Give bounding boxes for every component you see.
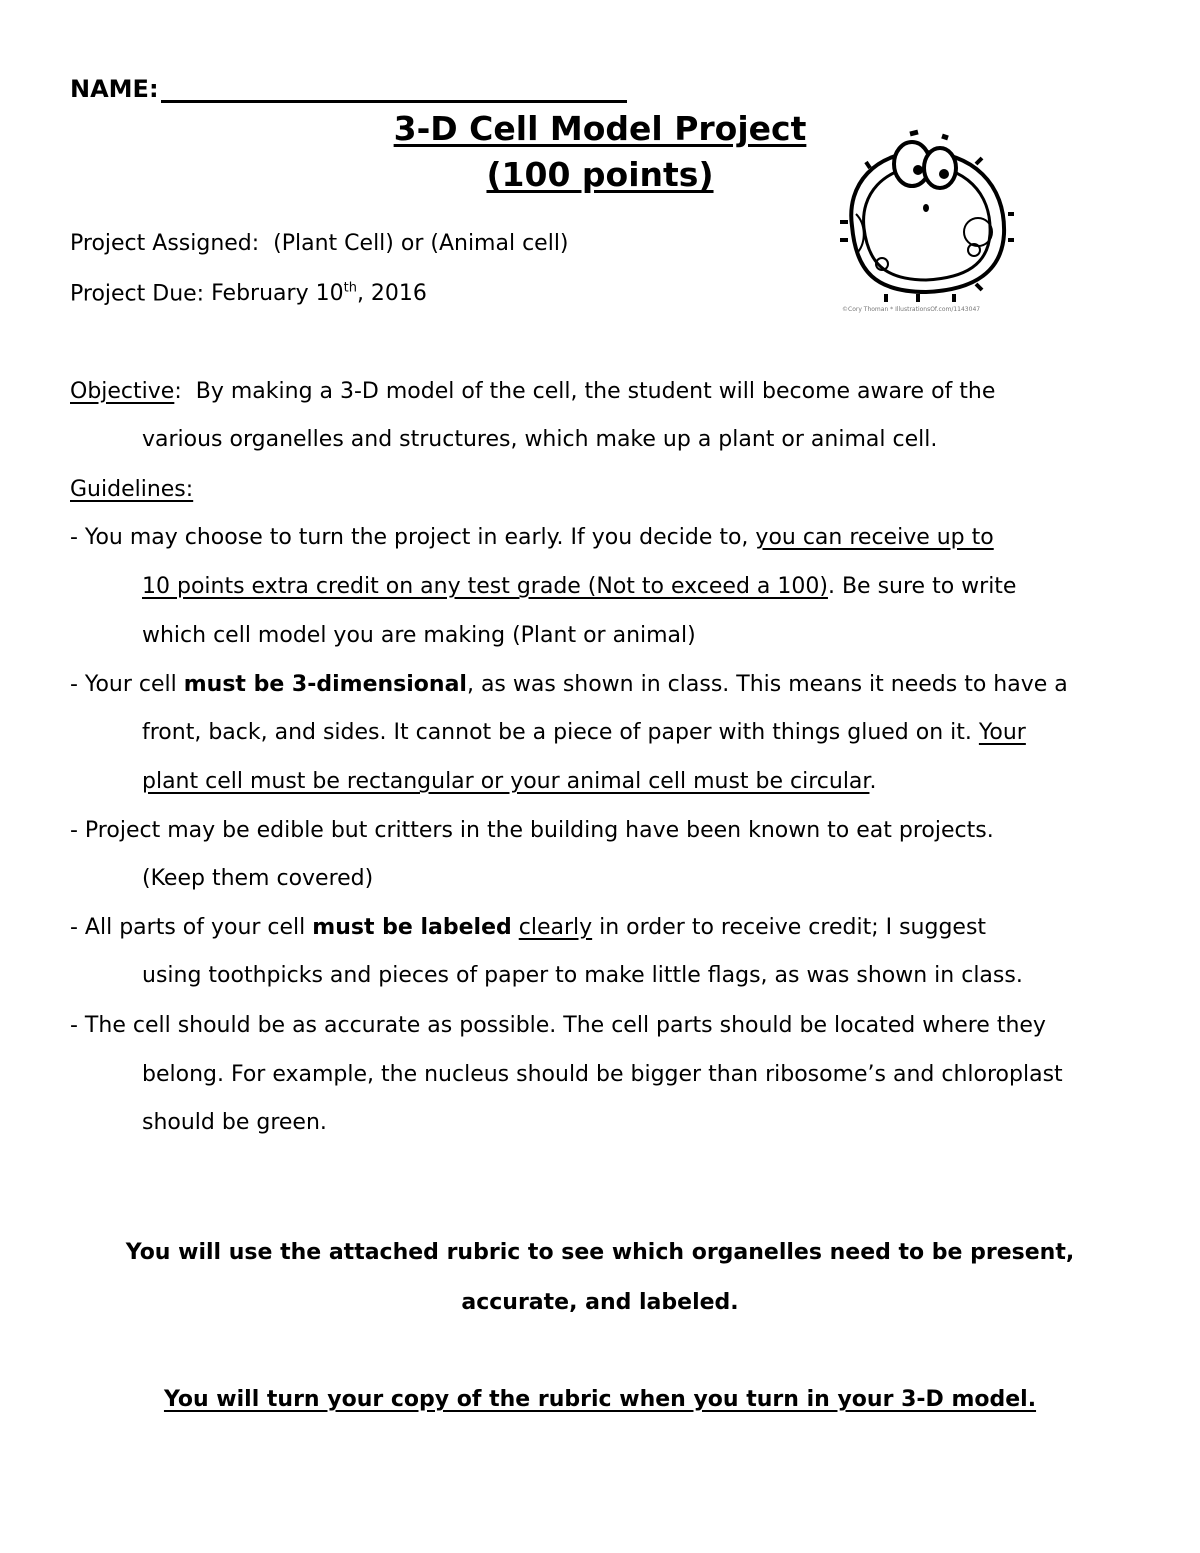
name-label: NAME:: [70, 75, 159, 103]
guidelines-label: Guidelines:: [70, 477, 194, 502]
name-field: [70, 74, 627, 103]
assigned-value: (Plant Cell) or (Animal cell): [273, 231, 569, 256]
guideline-1-line-1: - You may choose to turn the project in early. If you decide to, you can receive up to: [70, 525, 994, 550]
guideline-4-line-2: using toothpicks and pieces of paper to make little flags, as was shown in class.: [142, 963, 1023, 988]
page-subtitle-points: (100 points): [486, 155, 714, 194]
name-blank-line: [161, 74, 627, 103]
guideline-5-line-3: should be green.: [142, 1110, 327, 1135]
guideline-4-line-1: - All parts of your cell must be labeled clearly in order to receive credit; I suggest: [70, 915, 987, 940]
objective-line-1: Objective: By making a 3-D model of the cell, the student will become aware of the: [70, 379, 996, 404]
objective-line-2: various organelles and structures, which make up a plant or animal cell.: [142, 427, 938, 452]
guideline-5-line-2: belong. For example, the nucleus should be bigger than ribosome’s and chloroplast: [142, 1062, 1063, 1087]
guideline-2-line-2: front, back, and sides. It cannot be a piece of paper with things glued on it. Your: [142, 720, 1026, 745]
due-date: February 10th, 2016: [211, 281, 427, 307]
assigned-label: Project Assigned:: [70, 231, 260, 256]
guideline-1-line-3: which cell model you are making (Plant or animal): [142, 623, 696, 648]
rubric-note-line-1: You will use the attached rubric to see which organelles need to be present,: [125, 1240, 1075, 1265]
guideline-5-line-1: - The cell should be as accurate as possible. The cell parts should be located where they: [70, 1013, 1046, 1038]
project-due: [70, 281, 427, 306]
project-assigned: [70, 231, 569, 256]
cartoon-cell-icon: [826, 124, 1014, 320]
guideline-1-line-2: 10 points extra credit on any test grade (Not to exceed a 100). Be sure to write: [142, 574, 1017, 599]
guideline-3-line-2: (Keep them covered): [142, 866, 374, 891]
due-label: Project Due:: [70, 281, 205, 307]
image-credit: ©Cory Thoman * IllustrationsOf.com/1143047: [842, 306, 981, 313]
guideline-2-line-1: - Your cell must be 3-dimensional, as was shown in class. This means it needs to have a: [70, 672, 1068, 697]
objective-label: Objective: [70, 379, 175, 404]
turn-in-note: You will turn your copy of the rubric when you turn in your 3-D model.: [163, 1387, 1037, 1412]
page-title: 3-D Cell Model Project: [393, 109, 807, 148]
guideline-3-line-1: - Project may be edible but critters in the building have been known to eat projects.: [70, 818, 994, 843]
rubric-note-line-2: accurate, and labeled.: [461, 1290, 739, 1315]
guideline-2-line-3: plant cell must be rectangular or your animal cell must be circular.: [142, 769, 877, 794]
